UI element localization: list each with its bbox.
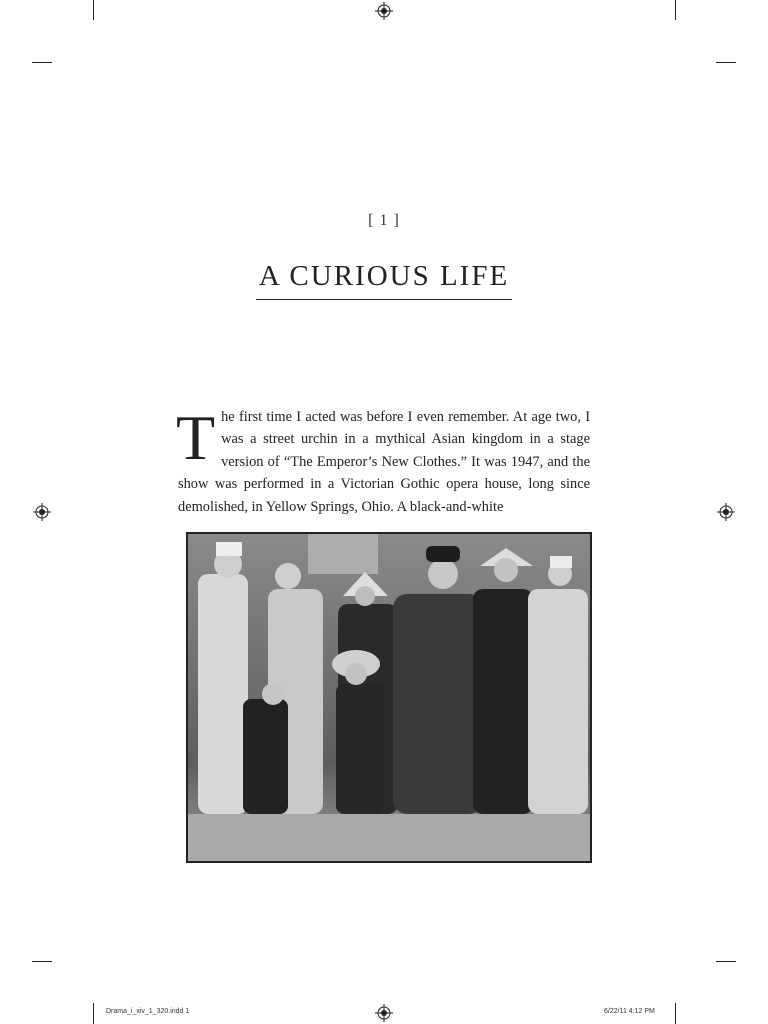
- crop-mark: [675, 1003, 676, 1024]
- stage-photograph: [186, 532, 592, 863]
- crop-mark: [716, 961, 736, 962]
- crop-mark: [93, 0, 94, 20]
- chapter-title: A CURIOUS LIFE: [256, 260, 512, 300]
- drop-cap: T: [176, 402, 216, 473]
- slug-datetime: 6/22/11 4:12 PM: [604, 1008, 655, 1015]
- crop-mark: [93, 1003, 94, 1024]
- crop-mark: [32, 62, 52, 63]
- registration-mark-icon: [375, 1004, 393, 1022]
- registration-mark-icon: [375, 2, 393, 20]
- chapter-number: [ 1 ]: [368, 212, 400, 229]
- crop-mark: [32, 961, 52, 962]
- crop-mark: [675, 0, 676, 20]
- registration-mark-icon: [33, 503, 51, 521]
- paragraph-text: he first time I acted was before I even remember. At age two, I was a street urchin in a mythical Asian kingdom in a stage version of “The Emperor’s New Clothes.” It was 1947, and the show was performed in a Victorian Gothic opera house, long since demolished, in Yellow Springs, Ohio. A black-and-white: [178, 409, 590, 515]
- body-paragraph: [176, 402, 590, 518]
- crop-mark: [716, 62, 736, 63]
- registration-mark-icon: [717, 503, 735, 521]
- slug-filename: Drama_i_xiv_1_320.indd 1: [106, 1008, 190, 1015]
